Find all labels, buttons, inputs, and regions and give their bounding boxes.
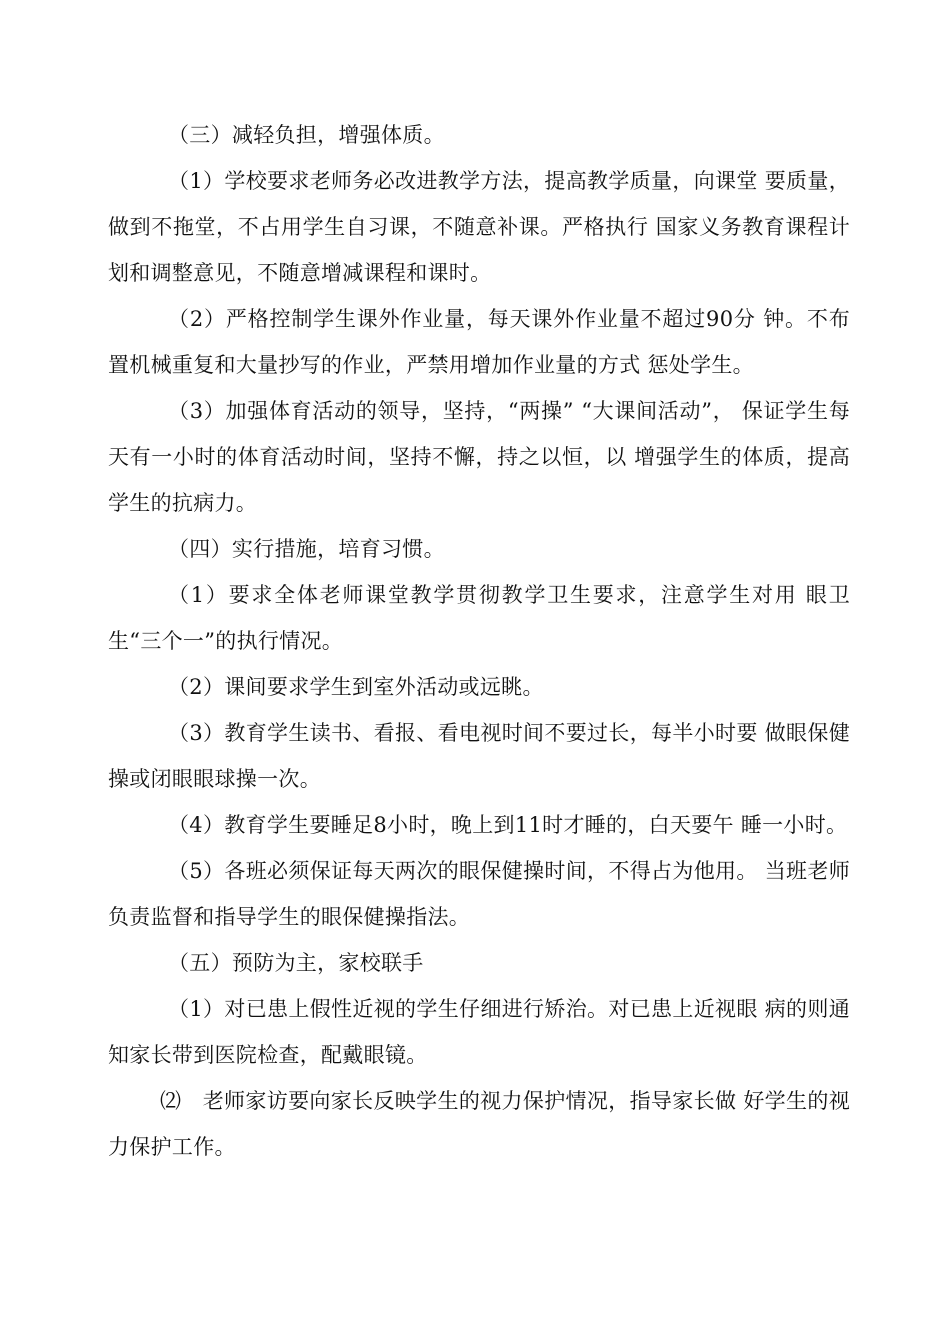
section-heading-habits: （四）实行措施，培育习惯。 <box>168 537 445 561</box>
section-heading-prevention: （五）预防为主，家校联手 <box>168 951 424 975</box>
section-heading-reduce-burden: （三）减轻负担，增强体质。 <box>168 123 445 147</box>
paragraph-reading-time: （3）教育学生读书、看报、看电视时间不要过长，每半小时要 做眼保健操或闭眼眼球操一次。 <box>108 721 850 791</box>
paragraph-homework-limit: （2）严格控制学生课外作业量，每天课外作业量不超过90分 钟。不布置机械重复和大量抄写的作业，严禁用增加作业量的方式 惩处学生。 <box>108 307 850 377</box>
document-body <box>108 112 850 1170</box>
paragraph-myopia-treatment: （1）对已患上假性近视的学生仔细进行矫治。对已患上近视眼 病的则通知家长带到医院检查，配戴眼镜。 <box>108 997 850 1067</box>
paragraph-sleep: （4）教育学生要睡足8小时，晚上到11时才睡的，白天要午 睡一小时。 <box>168 813 848 837</box>
paragraph-teaching-quality: （1）学校要求老师务必改进教学方法，提高教学质量，向课堂 要质量，做到不拖堂，不占用学生自习课，不随意补课。严格执行 国家义务教育课程计划和调整意见，不随意增减课程和课时。 <box>108 169 850 285</box>
paragraph-physical-activity: （3）加强体育活动的领导，坚持，“两操” “大课间活动”， 保证学生每天有一小时的体育活动时间，坚持不懈，持之以恒，以 增强学生的体质，提高学生的抗病力。 <box>108 399 850 515</box>
paragraph-outdoor-activity: （2）课间要求学生到室外活动或远眺。 <box>168 675 544 699</box>
paragraph-eye-exercise: （5）各班必须保证每天两次的眼保健操时间，不得占为他用。 当班老师负责监督和指导学生的眼保健操指法。 <box>108 859 850 929</box>
paragraph-home-visits: ⑵ 老师家访要向家长反映学生的视力保护情况，指导家长做 好学生的视力保护工作。 <box>108 1089 850 1159</box>
paragraph-eye-hygiene: （1）要求全体老师课堂教学贯彻教学卫生要求，注意学生对用 眼卫生“三个一”的执行情况。 <box>108 583 850 653</box>
